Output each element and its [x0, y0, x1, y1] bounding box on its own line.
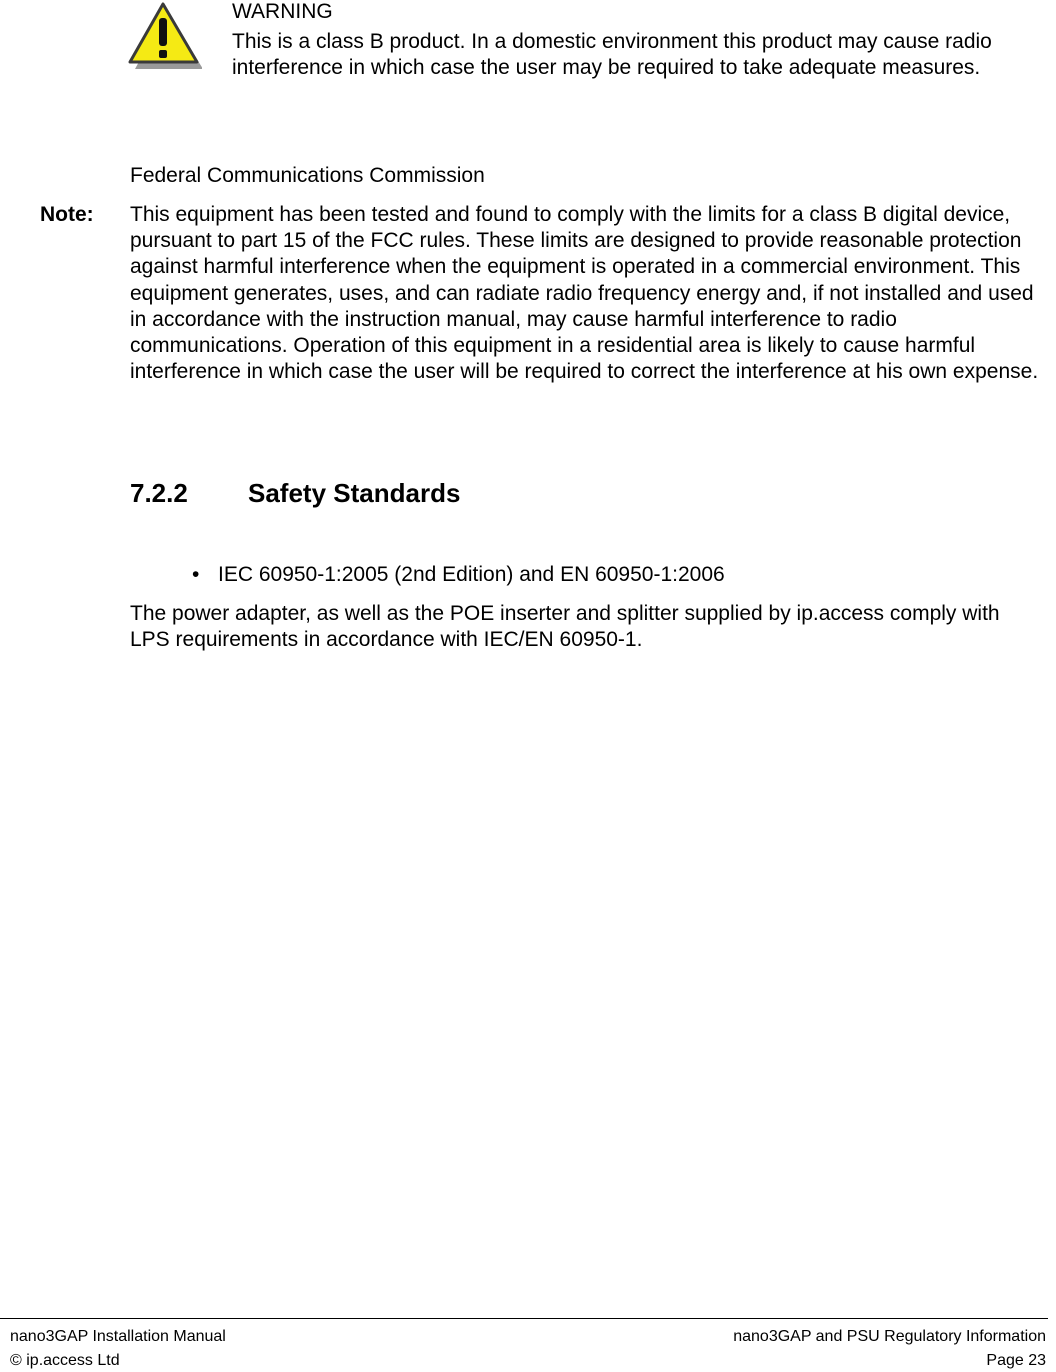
warning-triangle-icon	[128, 0, 202, 70]
warning-text: This is a class B product. In a domestic environment this product may cause radio interference in which case the user may be required to take adequate measures.	[232, 30, 992, 79]
lps-paragraph: The power adapter, as well as the POE inserter and splitter supplied by ip.access comply with LPS requirements in accordance with IEC/EN 60950-1.	[130, 602, 1000, 651]
note-label: Note:	[40, 203, 94, 226]
footer-copyright: © ip.access Ltd	[10, 1352, 120, 1369]
footer-divider	[0, 1318, 1048, 1319]
section-heading	[130, 477, 460, 509]
warning-title: WARNING	[232, 0, 333, 23]
section-title: Safety Standards	[248, 478, 461, 508]
footer-page-number: Page 23	[986, 1352, 1046, 1369]
standard-list-item: IEC 60950-1:2005 (2nd Edition) and EN 60950-1:2006	[218, 563, 725, 586]
note-text: This equipment has been tested and found to comply with the limits for a class B digital device, pursuant to part 15 of the FCC rules. These limits are designed to provide reasonable protection against harmful interference when the equipment is operated in a commercial environment. This equipment generates, uses, and can radiate radio frequency energy and, if not installed and used in accordance with the instruction manual, may cause harmful interference to radio communications. Operation of this equipment in a residential area is likely to cause harmful interference in which case the user will be required to correct the interference at his own expense.	[130, 203, 1039, 384]
bullet-symbol: •	[192, 563, 200, 586]
section-number: 7.2.2	[130, 478, 188, 508]
footer-manual-title: nano3GAP Installation Manual	[10, 1328, 226, 1345]
footer-chapter-title: nano3GAP and PSU Regulatory Information	[733, 1328, 1046, 1345]
fcc-heading: Federal Communications Commission	[130, 164, 485, 187]
